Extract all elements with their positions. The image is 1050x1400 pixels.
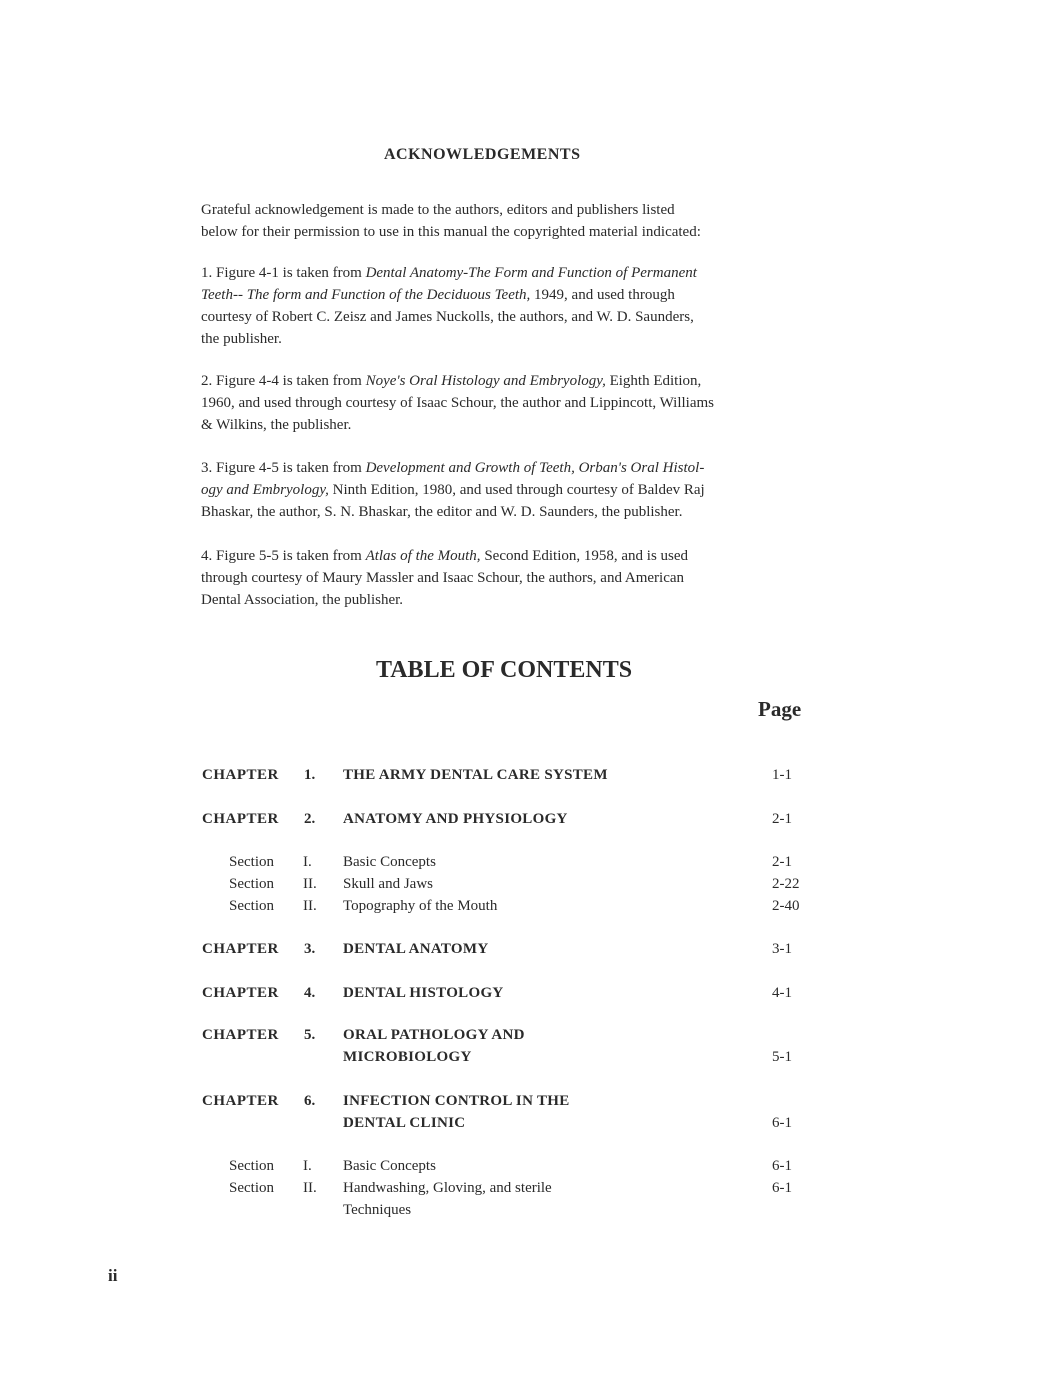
toc-chapter-title: ANATOMY AND PHYSIOLOGY bbox=[343, 811, 568, 827]
acknowledgement-text: & Wilkins, the publisher. bbox=[201, 417, 352, 433]
acknowledgement-text: 2. Figure 4-4 is taken from bbox=[201, 373, 366, 389]
acknowledgement-text: 1960, and used through courtesy of Isaac Schour, the author and Lippincott, Williams bbox=[201, 395, 714, 411]
toc-page-number: 2-40 bbox=[772, 898, 800, 914]
toc-section-label: Section bbox=[229, 854, 274, 870]
acknowledgement-text: 1949, and used through bbox=[530, 287, 675, 303]
toc-section-label: Section bbox=[229, 1158, 274, 1174]
acknowledgement-text: 4. Figure 5-5 is taken from bbox=[201, 548, 366, 564]
toc-section-number: II. bbox=[303, 876, 317, 892]
acknowledgement-line bbox=[201, 262, 697, 284]
toc-page-number: 6-1 bbox=[772, 1115, 792, 1131]
toc-section-label: Section bbox=[229, 898, 274, 914]
acknowledgement-source-title: Dental Anatomy-The Form and Function of Permanent bbox=[365, 265, 697, 281]
toc-chapter-title: DENTAL CLINIC bbox=[343, 1115, 466, 1131]
toc-page-number: 2-22 bbox=[772, 876, 800, 892]
toc-chapter-number: 2. bbox=[304, 811, 316, 827]
toc-section-label: Section bbox=[229, 876, 274, 892]
toc-section-title: Handwashing, Gloving, and sterile bbox=[343, 1180, 552, 1196]
acknowledgement-line bbox=[201, 370, 701, 392]
toc-page-number: 1-1 bbox=[772, 767, 792, 783]
toc-section-label: Section bbox=[229, 1180, 274, 1196]
toc-chapter-number: 1. bbox=[304, 767, 316, 783]
intro-line: Grateful acknowledgement is made to the authors, editors and publishers listed bbox=[201, 202, 675, 218]
toc-page-column-header: Page bbox=[758, 697, 802, 721]
acknowledgement-text: Second Edition, 1958, and is used bbox=[480, 548, 689, 564]
acknowledgement-text: the publisher. bbox=[201, 331, 282, 347]
acknowledgement-text: 3. Figure 4-5 is taken from bbox=[201, 460, 366, 476]
acknowledgement-text: Bhaskar, the author, S. N. Bhaskar, the editor and W. D. Saunders, the publisher. bbox=[201, 504, 683, 520]
toc-section-title: Basic Concepts bbox=[343, 1158, 436, 1174]
toc-chapter-label: CHAPTER bbox=[202, 1027, 279, 1043]
toc-page-number: 4-1 bbox=[772, 985, 792, 1001]
acknowledgement-source-title: ogy and Embryology, bbox=[201, 482, 329, 498]
toc-page-number: 2-1 bbox=[772, 811, 792, 827]
toc-chapter-title: DENTAL ANATOMY bbox=[343, 941, 489, 957]
toc-page-number: 3-1 bbox=[772, 941, 792, 957]
acknowledgement-source-title: Teeth-- The form and Function of the Deciduous Teeth, bbox=[201, 287, 531, 303]
acknowledgement-line bbox=[201, 589, 403, 611]
acknowledgement-line bbox=[201, 392, 714, 414]
toc-section-title: Techniques bbox=[343, 1202, 412, 1218]
toc-section-number: I. bbox=[303, 854, 312, 870]
toc-section-number: I. bbox=[303, 1158, 312, 1174]
acknowledgement-text: Ninth Edition, 1980, and used through courtesy of Baldev Raj bbox=[328, 482, 705, 498]
toc-title: TABLE OF CONTENTS bbox=[376, 657, 633, 683]
acknowledgement-text: through courtesy of Maury Massler and Isaac Schour, the authors, and American bbox=[201, 570, 685, 586]
acknowledgement-line bbox=[201, 479, 705, 501]
toc-chapter-title: INFECTION CONTROL IN THE bbox=[343, 1093, 570, 1109]
acknowledgement-text: Dental Association, the publisher. bbox=[201, 592, 404, 608]
toc-page-number: 6-1 bbox=[772, 1158, 792, 1174]
acknowledgement-line bbox=[201, 545, 688, 567]
acknowledgement-line bbox=[201, 414, 351, 436]
toc-chapter-number: 6. bbox=[304, 1093, 316, 1109]
toc-chapter-label: CHAPTER bbox=[202, 811, 279, 827]
acknowledgement-source-title: Atlas of the Mouth, bbox=[365, 548, 481, 564]
toc-section-title: Skull and Jaws bbox=[343, 876, 433, 892]
intro-line: below for their permission to use in this manual the copyrighted material indicated: bbox=[201, 224, 701, 240]
acknowledgement-text: 1. Figure 4-1 is taken from bbox=[201, 265, 366, 281]
toc-chapter-label: CHAPTER bbox=[202, 941, 279, 957]
acknowledgement-text: courtesy of Robert C. Zeisz and James Nuckolls, the authors, and W. D. Saunders, bbox=[201, 309, 694, 325]
toc-chapter-label: CHAPTER bbox=[202, 767, 279, 783]
toc-page-number: 5-1 bbox=[772, 1049, 792, 1065]
toc-chapter-title: MICROBIOLOGY bbox=[343, 1049, 472, 1065]
acknowledgement-line bbox=[201, 457, 704, 479]
acknowledgement-line bbox=[201, 284, 675, 306]
acknowledgement-line bbox=[201, 567, 684, 589]
toc-chapter-number: 4. bbox=[304, 985, 316, 1001]
toc-chapter-title: DENTAL HISTOLOGY bbox=[343, 985, 504, 1001]
toc-chapter-label: CHAPTER bbox=[202, 985, 279, 1001]
toc-chapter-title: THE ARMY DENTAL CARE SYSTEM bbox=[343, 767, 608, 783]
toc-page-number: 6-1 bbox=[772, 1180, 792, 1196]
toc-chapter-number: 3. bbox=[304, 941, 316, 957]
toc-section-title: Topography of the Mouth bbox=[343, 898, 498, 914]
toc-chapter-number: 5. bbox=[304, 1027, 316, 1043]
acknowledgements-title: ACKNOWLEDGEMENTS bbox=[384, 146, 581, 163]
toc-section-number: II. bbox=[303, 1180, 317, 1196]
acknowledgement-source-title: Development and Growth of Teeth, Orban's Oral Histol- bbox=[365, 460, 705, 476]
toc-chapter-label: CHAPTER bbox=[202, 1093, 279, 1109]
toc-page-number: 2-1 bbox=[772, 854, 792, 870]
acknowledgement-text: Eighth Edition, bbox=[605, 373, 702, 389]
toc-chapter-title: ORAL PATHOLOGY AND bbox=[343, 1027, 525, 1043]
toc-section-title: Basic Concepts bbox=[343, 854, 436, 870]
acknowledgement-line bbox=[201, 328, 282, 350]
toc-section-number: II. bbox=[303, 898, 317, 914]
acknowledgement-source-title: Noye's Oral Histology and Embryology, bbox=[365, 373, 606, 389]
acknowledgement-line bbox=[201, 306, 694, 328]
acknowledgement-line bbox=[201, 501, 682, 523]
page-number: ii bbox=[108, 1266, 118, 1285]
